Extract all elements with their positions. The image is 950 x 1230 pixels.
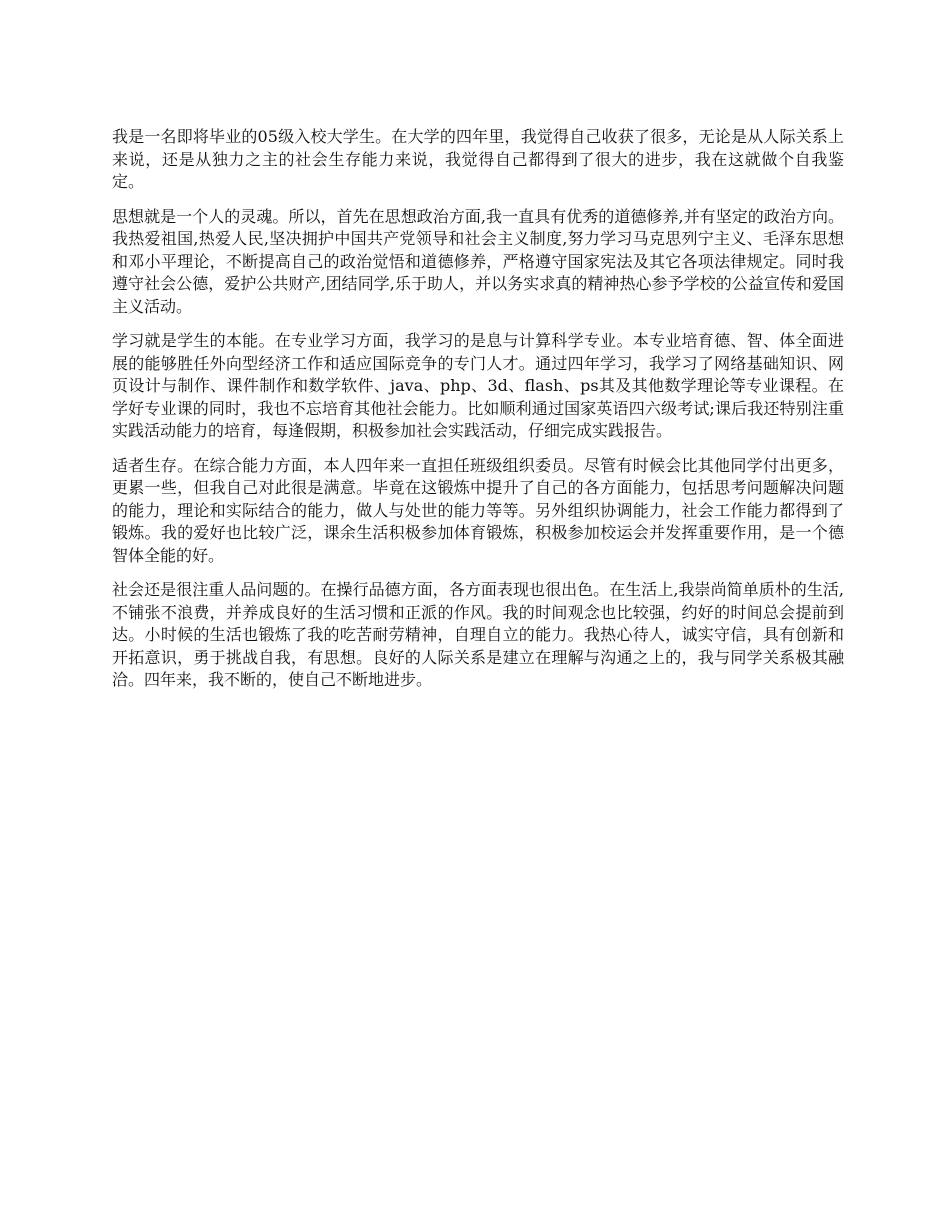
- document-body: [112, 126, 844, 704]
- paragraph-ability: 适者生存。在综合能力方面，本人四年来一直担任班级组织委员。尽管有时候会比其他同学付出更多，更累一些，但我自己对此很是满意。毕竟在这锻炼中提升了自己的各方面能力，包括思考问题解决问题的能力，理论和实际结合的能力，做人与处世的能力等等。另外组织协调能力，社会工作能力都得到了锻炼。我的爱好也比较广泛，课余生活积极参加体育锻炼，积极参加校运会并发挥重要作用，是一个德智体全能的好。: [112, 455, 844, 565]
- paragraph-character: 社会还是很注重人品问题的。在操行品德方面，各方面表现也很出色。在生活上,我崇尚简单质朴的生活,不铺张不浪费，并养成良好的生活习惯和正派的作风。我的时间观念也比较强，约好的时间总会提前到达。小时候的生活也锻炼了我的吃苦耐劳精神，自理自立的能力。我热心待人，诚实守信，具有创新和开拓意识，勇于挑战自我，有思想。良好的人际关系是建立在理解与沟通之上的，我与同学关系极其融洽。四年来，我不断的，使自己不断地进步。: [112, 580, 844, 689]
- paragraph-ideology: 思想就是一个人的灵魂。所以，首先在思想政治方面,我一直具有优秀的道德修养,并有坚定的政治方向。我热爱祖国,热爱人民,坚决拥护中国共产党领导和社会主义制度,努力学习马克思列宁主义、毛泽东思想和邓小平理论，不断提高自己的政治觉悟和道德修养，严格遵守国家宪法及其它各项法律规定。同时我遵守社会公德，爱护公共财产,团结同学,乐于助人，并以务实求真的精神热心参予学校的公益宣传和爱国主义活动。: [112, 206, 844, 316]
- paragraph-intro: 我是一名即将毕业的05级入校大学生。在大学的四年里，我觉得自己收获了很多，无论是从人际关系上来说，还是从独力之主的社会生存能力来说，我觉得自己都得到了很大的进步，我在这就做个自我鉴定。: [112, 127, 844, 191]
- paragraph-study: 学习就是学生的本能。在专业学习方面，我学习的是息与计算科学专业。本专业培育德、智、体全面进展的能够胜任外向型经济工作和适应国际竞争的专门人才。通过四年学习，我学习了网络基础知识、网页设计与制作、课件制作和数学软件、java、php、3d、flash、ps其及其他数学理论等专业课程。在学好专业课的同时，我也不忘培育其他社会能力。比如顺利通过国家英语四六级考试;课后我还特别注重实践活动能力的培育，每逢假期，积极参加社会实践活动，仔细完成实践报告。: [112, 331, 844, 440]
